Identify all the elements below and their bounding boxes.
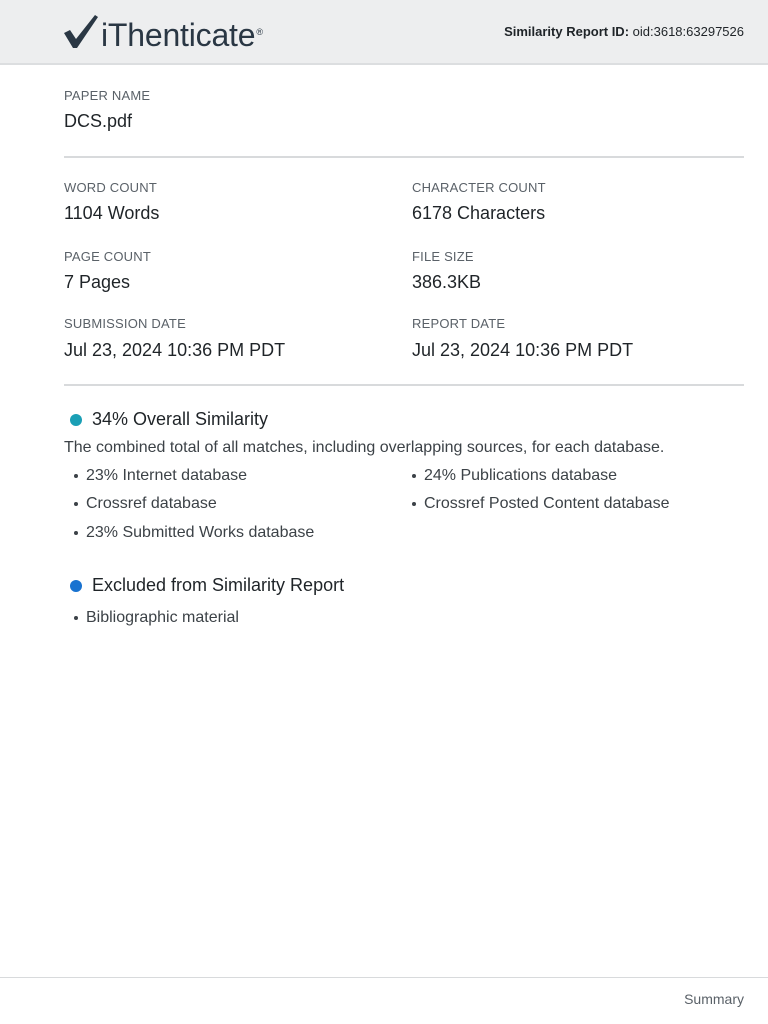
list-item-label: 24% Publications database bbox=[424, 467, 618, 484]
word-count-value: 1104 Words bbox=[64, 203, 160, 223]
list-item-label: Crossref database bbox=[86, 495, 217, 512]
ithenticate-logo bbox=[62, 12, 263, 52]
report-id-value: oid:3618:63297526 bbox=[632, 24, 744, 39]
footer-summary-label: Summary bbox=[684, 991, 744, 1007]
word-count-label: WORD COUNT bbox=[64, 180, 157, 195]
excluded-heading-text: Excluded from Similarity Report bbox=[92, 575, 345, 595]
report-header bbox=[0, 0, 768, 65]
list-item-label: Crossref Posted Content database bbox=[424, 495, 670, 512]
character-count-value: 6178 Characters bbox=[412, 203, 546, 223]
paper-name-value: DCS.pdf bbox=[64, 111, 133, 131]
bullet-icon bbox=[412, 502, 416, 506]
paper-name-label: PAPER NAME bbox=[64, 88, 151, 103]
excluded-dot-icon bbox=[70, 580, 82, 592]
report-date-value: Jul 23, 2024 10:36 PM PDT bbox=[412, 340, 634, 360]
character-count-label: CHARACTER COUNT bbox=[412, 180, 546, 195]
list-item bbox=[74, 609, 239, 627]
overall-similarity-heading bbox=[70, 409, 268, 430]
list-item-label: 23% Submitted Works database bbox=[86, 524, 315, 541]
bullet-icon bbox=[74, 616, 78, 620]
similarity-description: The combined total of all matches, including overlapping sources, for each database. bbox=[64, 439, 665, 456]
list-item bbox=[74, 524, 314, 542]
checkmark-logo-icon bbox=[62, 13, 100, 51]
brand-name: iThenticate bbox=[101, 17, 256, 53]
file-size-label: FILE SIZE bbox=[412, 249, 474, 264]
list-item bbox=[74, 467, 247, 485]
list-item-label: Bibliographic material bbox=[86, 609, 239, 626]
page-count-value: 7 Pages bbox=[64, 272, 131, 292]
excluded-heading bbox=[70, 575, 344, 596]
page-count-label: PAGE COUNT bbox=[64, 249, 151, 264]
report-id-label: Similarity Report ID: bbox=[504, 24, 630, 39]
bullet-icon bbox=[74, 474, 78, 478]
report-id bbox=[504, 24, 744, 39]
similarity-dot-icon bbox=[70, 414, 82, 426]
list-item bbox=[412, 495, 669, 513]
divider bbox=[64, 384, 744, 386]
list-item bbox=[412, 467, 617, 485]
report-date-label: REPORT DATE bbox=[412, 316, 506, 331]
footer-divider bbox=[0, 977, 768, 978]
registered-icon: ® bbox=[256, 27, 263, 37]
bullet-icon bbox=[412, 474, 416, 478]
submission-date-value: Jul 23, 2024 10:36 PM PDT bbox=[64, 340, 286, 360]
overall-similarity-text: 34% Overall Similarity bbox=[92, 409, 269, 429]
bullet-icon bbox=[74, 502, 78, 506]
bullet-icon bbox=[74, 531, 78, 535]
list-item-label: 23% Internet database bbox=[86, 467, 248, 484]
divider bbox=[64, 156, 744, 158]
submission-date-label: SUBMISSION DATE bbox=[64, 316, 186, 331]
list-item bbox=[74, 495, 217, 513]
file-size-value: 386.3KB bbox=[412, 272, 482, 292]
